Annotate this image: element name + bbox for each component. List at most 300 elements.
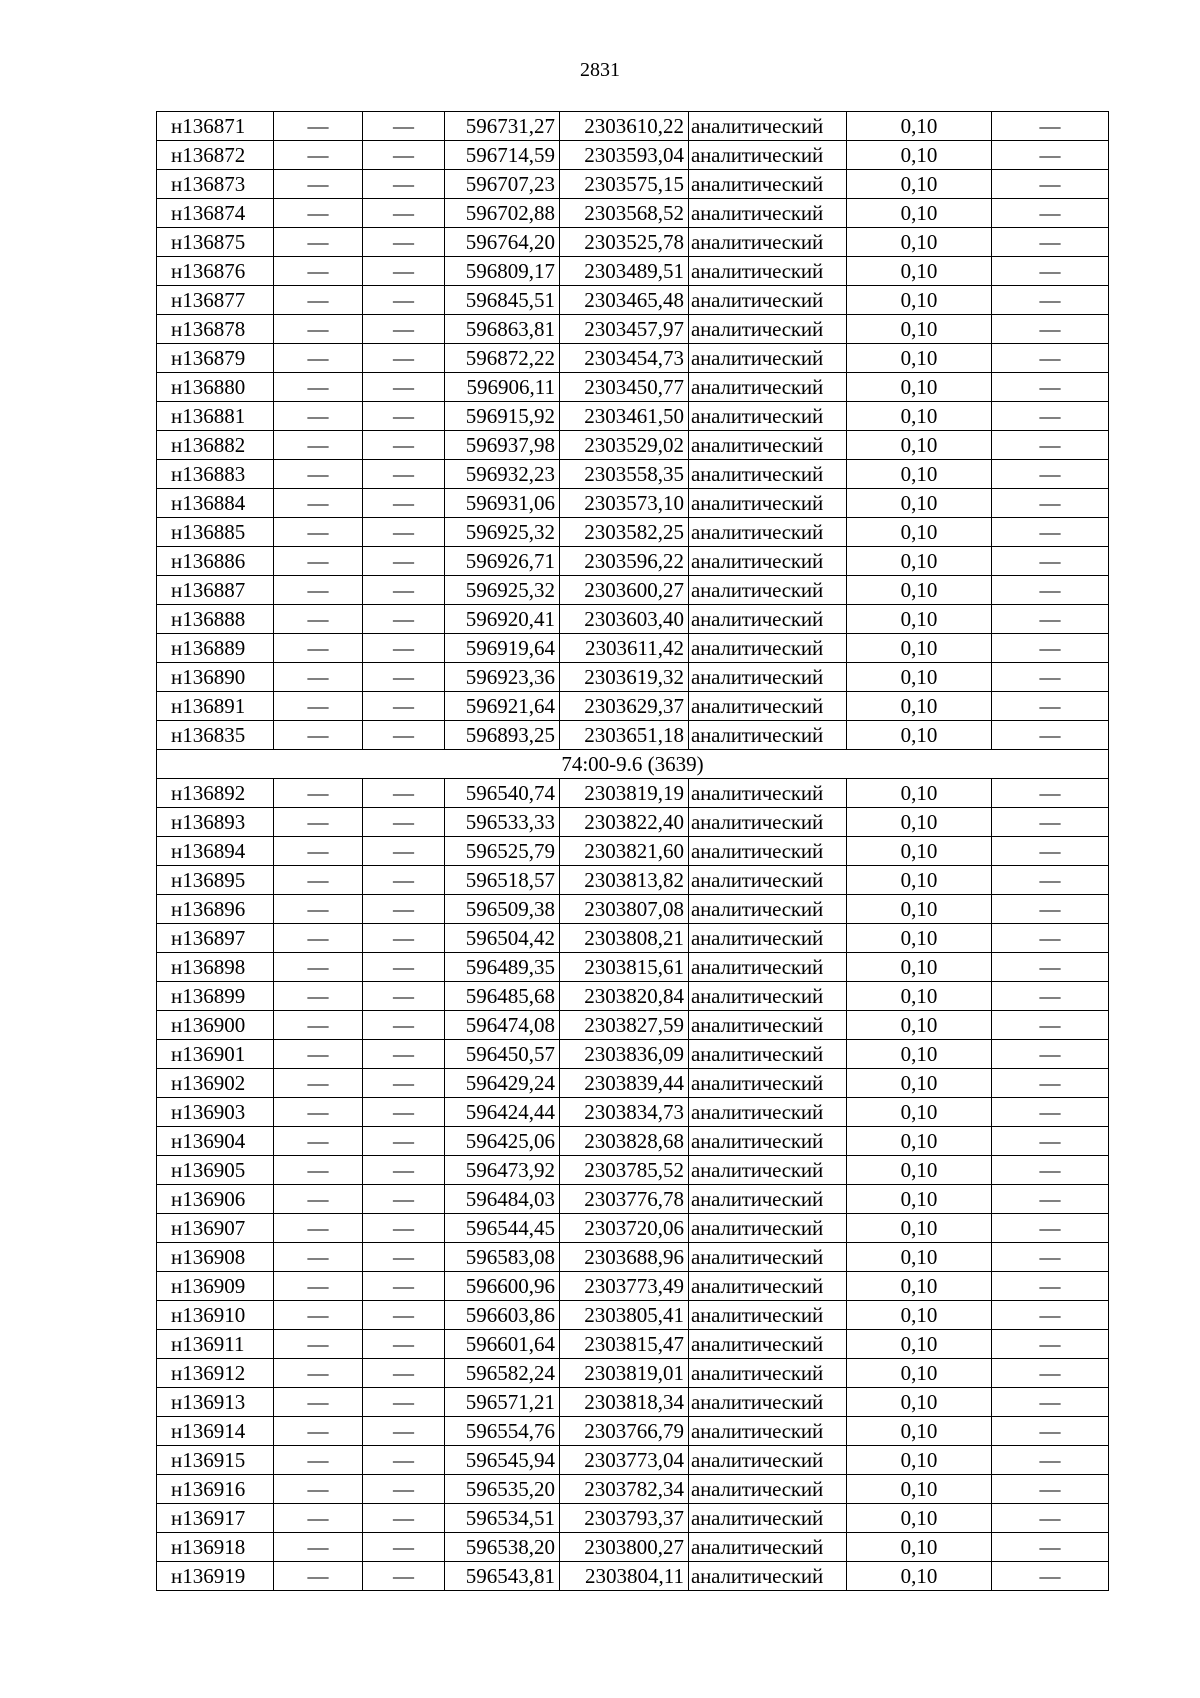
- table-row: [157, 1156, 1109, 1185]
- x-coordinate-cell: 596518,57: [445, 866, 560, 895]
- accuracy-cell: 0,10: [847, 1040, 992, 1069]
- empty-value-cell: —: [363, 489, 445, 518]
- y-coordinate-cell: 2303489,51: [560, 257, 689, 286]
- empty-value-cell: —: [363, 1359, 445, 1388]
- empty-value-cell: —: [992, 1417, 1109, 1446]
- empty-value-cell: —: [363, 1272, 445, 1301]
- point-name-cell: н136879: [157, 344, 274, 373]
- empty-value-cell: —: [992, 1301, 1109, 1330]
- method-cell: аналитический: [689, 286, 847, 315]
- table-row: [157, 257, 1109, 286]
- empty-value-cell: —: [274, 663, 363, 692]
- y-coordinate-cell: 2303827,59: [560, 1011, 689, 1040]
- point-name-cell: н136901: [157, 1040, 274, 1069]
- empty-value-cell: —: [992, 808, 1109, 837]
- empty-value-cell: —: [274, 808, 363, 837]
- x-coordinate-cell: 596509,38: [445, 895, 560, 924]
- x-coordinate-cell: 596474,08: [445, 1011, 560, 1040]
- empty-value-cell: —: [274, 141, 363, 170]
- empty-value-cell: —: [992, 1098, 1109, 1127]
- empty-value-cell: —: [992, 373, 1109, 402]
- empty-value-cell: —: [274, 489, 363, 518]
- empty-value-cell: —: [992, 518, 1109, 547]
- point-name-cell: н136889: [157, 634, 274, 663]
- empty-value-cell: —: [363, 953, 445, 982]
- y-coordinate-cell: 2303575,15: [560, 170, 689, 199]
- table-row: [157, 431, 1109, 460]
- point-name-cell: н136892: [157, 779, 274, 808]
- empty-value-cell: —: [363, 344, 445, 373]
- empty-value-cell: —: [274, 1156, 363, 1185]
- empty-value-cell: —: [992, 1272, 1109, 1301]
- x-coordinate-cell: 596543,81: [445, 1562, 560, 1591]
- empty-value-cell: —: [992, 692, 1109, 721]
- empty-value-cell: —: [274, 1127, 363, 1156]
- table-row: [157, 1562, 1109, 1591]
- x-coordinate-cell: 596893,25: [445, 721, 560, 750]
- x-coordinate-cell: 596863,81: [445, 315, 560, 344]
- accuracy-cell: 0,10: [847, 1562, 992, 1591]
- empty-value-cell: —: [274, 837, 363, 866]
- x-coordinate-cell: 596906,11: [445, 373, 560, 402]
- empty-value-cell: —: [992, 982, 1109, 1011]
- x-coordinate-cell: 596473,92: [445, 1156, 560, 1185]
- point-name-cell: н136886: [157, 547, 274, 576]
- empty-value-cell: —: [274, 1446, 363, 1475]
- y-coordinate-cell: 2303776,78: [560, 1185, 689, 1214]
- y-coordinate-cell: 2303773,49: [560, 1272, 689, 1301]
- accuracy-cell: 0,10: [847, 489, 992, 518]
- point-name-cell: н136877: [157, 286, 274, 315]
- point-name-cell: н136888: [157, 605, 274, 634]
- x-coordinate-cell: 596544,45: [445, 1214, 560, 1243]
- accuracy-cell: 0,10: [847, 460, 992, 489]
- empty-value-cell: —: [363, 1330, 445, 1359]
- x-coordinate-cell: 596923,36: [445, 663, 560, 692]
- point-name-cell: н136918: [157, 1533, 274, 1562]
- table-row: [157, 228, 1109, 257]
- table-row: [157, 866, 1109, 895]
- x-coordinate-cell: 596504,42: [445, 924, 560, 953]
- table-row: [157, 837, 1109, 866]
- empty-value-cell: —: [274, 1272, 363, 1301]
- empty-value-cell: —: [363, 1446, 445, 1475]
- x-coordinate-cell: 596450,57: [445, 1040, 560, 1069]
- point-name-cell: н136904: [157, 1127, 274, 1156]
- x-coordinate-cell: 596583,08: [445, 1243, 560, 1272]
- point-name-cell: н136883: [157, 460, 274, 489]
- accuracy-cell: 0,10: [847, 1011, 992, 1040]
- point-name-cell: н136900: [157, 1011, 274, 1040]
- point-name-cell: н136872: [157, 141, 274, 170]
- method-cell: аналитический: [689, 1272, 847, 1301]
- accuracy-cell: 0,10: [847, 721, 992, 750]
- empty-value-cell: —: [992, 924, 1109, 953]
- empty-value-cell: —: [363, 924, 445, 953]
- x-coordinate-cell: 596538,20: [445, 1533, 560, 1562]
- x-coordinate-cell: 596921,64: [445, 692, 560, 721]
- point-name-cell: н136880: [157, 373, 274, 402]
- empty-value-cell: —: [363, 228, 445, 257]
- y-coordinate-cell: 2303813,82: [560, 866, 689, 895]
- point-name-cell: н136911: [157, 1330, 274, 1359]
- y-coordinate-cell: 2303596,22: [560, 547, 689, 576]
- empty-value-cell: —: [992, 489, 1109, 518]
- empty-value-cell: —: [274, 199, 363, 228]
- method-cell: аналитический: [689, 1069, 847, 1098]
- empty-value-cell: —: [363, 141, 445, 170]
- table-row: [157, 1069, 1109, 1098]
- empty-value-cell: —: [274, 895, 363, 924]
- table-row: [157, 518, 1109, 547]
- empty-value-cell: —: [992, 1127, 1109, 1156]
- x-coordinate-cell: 596872,22: [445, 344, 560, 373]
- accuracy-cell: 0,10: [847, 982, 992, 1011]
- method-cell: аналитический: [689, 518, 847, 547]
- method-cell: аналитический: [689, 1417, 847, 1446]
- x-coordinate-cell: 596535,20: [445, 1475, 560, 1504]
- method-cell: аналитический: [689, 1475, 847, 1504]
- empty-value-cell: —: [992, 1475, 1109, 1504]
- method-cell: аналитический: [689, 1011, 847, 1040]
- empty-value-cell: —: [274, 402, 363, 431]
- empty-value-cell: —: [274, 1359, 363, 1388]
- x-coordinate-cell: 596485,68: [445, 982, 560, 1011]
- empty-value-cell: —: [363, 634, 445, 663]
- empty-value-cell: —: [363, 199, 445, 228]
- y-coordinate-cell: 2303773,04: [560, 1446, 689, 1475]
- empty-value-cell: —: [274, 1011, 363, 1040]
- empty-value-cell: —: [274, 460, 363, 489]
- empty-value-cell: —: [274, 1504, 363, 1533]
- y-coordinate-cell: 2303603,40: [560, 605, 689, 634]
- y-coordinate-cell: 2303836,09: [560, 1040, 689, 1069]
- x-coordinate-cell: 596425,06: [445, 1127, 560, 1156]
- accuracy-cell: 0,10: [847, 663, 992, 692]
- table-row: [157, 1417, 1109, 1446]
- y-coordinate-cell: 2303558,35: [560, 460, 689, 489]
- empty-value-cell: —: [992, 1562, 1109, 1591]
- empty-value-cell: —: [992, 141, 1109, 170]
- accuracy-cell: 0,10: [847, 1243, 992, 1272]
- x-coordinate-cell: 596937,98: [445, 431, 560, 460]
- point-name-cell: н136902: [157, 1069, 274, 1098]
- x-coordinate-cell: 596925,32: [445, 518, 560, 547]
- method-cell: аналитический: [689, 953, 847, 982]
- table-row: [157, 1214, 1109, 1243]
- method-cell: аналитический: [689, 1330, 847, 1359]
- table-row: [157, 1185, 1109, 1214]
- table-row: [157, 721, 1109, 750]
- empty-value-cell: —: [363, 286, 445, 315]
- empty-value-cell: —: [363, 1040, 445, 1069]
- x-coordinate-cell: 596424,44: [445, 1098, 560, 1127]
- y-coordinate-cell: 2303822,40: [560, 808, 689, 837]
- x-coordinate-cell: 596545,94: [445, 1446, 560, 1475]
- empty-value-cell: —: [992, 663, 1109, 692]
- x-coordinate-cell: 596931,06: [445, 489, 560, 518]
- empty-value-cell: —: [363, 808, 445, 837]
- empty-value-cell: —: [274, 1069, 363, 1098]
- x-coordinate-cell: 596489,35: [445, 953, 560, 982]
- accuracy-cell: 0,10: [847, 1388, 992, 1417]
- method-cell: аналитический: [689, 779, 847, 808]
- table-row: [157, 489, 1109, 518]
- page-number: 2831: [580, 59, 620, 81]
- empty-value-cell: —: [363, 1504, 445, 1533]
- empty-value-cell: —: [274, 373, 363, 402]
- empty-value-cell: —: [992, 170, 1109, 199]
- y-coordinate-cell: 2303593,04: [560, 141, 689, 170]
- empty-value-cell: —: [363, 1243, 445, 1272]
- point-name-cell: н136881: [157, 402, 274, 431]
- method-cell: аналитический: [689, 1533, 847, 1562]
- empty-value-cell: —: [274, 1475, 363, 1504]
- point-name-cell: н136835: [157, 721, 274, 750]
- y-coordinate-cell: 2303766,79: [560, 1417, 689, 1446]
- accuracy-cell: 0,10: [847, 895, 992, 924]
- empty-value-cell: —: [363, 1098, 445, 1127]
- empty-value-cell: —: [992, 402, 1109, 431]
- point-name-cell: н136890: [157, 663, 274, 692]
- y-coordinate-cell: 2303568,52: [560, 199, 689, 228]
- point-name-cell: н136894: [157, 837, 274, 866]
- point-name-cell: н136914: [157, 1417, 274, 1446]
- empty-value-cell: —: [992, 1040, 1109, 1069]
- empty-value-cell: —: [363, 1533, 445, 1562]
- y-coordinate-cell: 2303461,50: [560, 402, 689, 431]
- x-coordinate-cell: 596919,64: [445, 634, 560, 663]
- empty-value-cell: —: [992, 344, 1109, 373]
- method-cell: аналитический: [689, 460, 847, 489]
- accuracy-cell: 0,10: [847, 837, 992, 866]
- empty-value-cell: —: [274, 112, 363, 141]
- section-header-cell: 74:00-9.6 (3639): [157, 750, 1109, 779]
- accuracy-cell: 0,10: [847, 1359, 992, 1388]
- y-coordinate-cell: 2303785,52: [560, 1156, 689, 1185]
- table-row: [157, 1504, 1109, 1533]
- table-row: [157, 1098, 1109, 1127]
- x-coordinate-cell: 596932,23: [445, 460, 560, 489]
- accuracy-cell: 0,10: [847, 1127, 992, 1156]
- empty-value-cell: —: [992, 1533, 1109, 1562]
- method-cell: аналитический: [689, 1388, 847, 1417]
- point-name-cell: н136896: [157, 895, 274, 924]
- y-coordinate-cell: 2303815,47: [560, 1330, 689, 1359]
- table-row: [157, 953, 1109, 982]
- method-cell: аналитический: [689, 431, 847, 460]
- accuracy-cell: 0,10: [847, 315, 992, 344]
- table-row: [157, 112, 1109, 141]
- table-row: [157, 1301, 1109, 1330]
- empty-value-cell: —: [274, 576, 363, 605]
- method-cell: аналитический: [689, 663, 847, 692]
- coordinates-table: [156, 111, 1109, 1591]
- table-row: [157, 1388, 1109, 1417]
- empty-value-cell: —: [992, 1185, 1109, 1214]
- empty-value-cell: —: [274, 692, 363, 721]
- empty-value-cell: —: [992, 315, 1109, 344]
- coordinates-table-body: [157, 112, 1109, 1591]
- point-name-cell: н136909: [157, 1272, 274, 1301]
- accuracy-cell: 0,10: [847, 1069, 992, 1098]
- empty-value-cell: —: [363, 1388, 445, 1417]
- y-coordinate-cell: 2303821,60: [560, 837, 689, 866]
- y-coordinate-cell: 2303782,34: [560, 1475, 689, 1504]
- y-coordinate-cell: 2303454,73: [560, 344, 689, 373]
- accuracy-cell: 0,10: [847, 547, 992, 576]
- empty-value-cell: —: [363, 547, 445, 576]
- y-coordinate-cell: 2303720,06: [560, 1214, 689, 1243]
- point-name-cell: н136910: [157, 1301, 274, 1330]
- method-cell: аналитический: [689, 634, 847, 663]
- accuracy-cell: 0,10: [847, 1330, 992, 1359]
- y-coordinate-cell: 2303465,48: [560, 286, 689, 315]
- accuracy-cell: 0,10: [847, 112, 992, 141]
- point-name-cell: н136876: [157, 257, 274, 286]
- table-row: [157, 895, 1109, 924]
- method-cell: аналитический: [689, 1127, 847, 1156]
- method-cell: аналитический: [689, 924, 847, 953]
- accuracy-cell: 0,10: [847, 692, 992, 721]
- x-coordinate-cell: 596925,32: [445, 576, 560, 605]
- empty-value-cell: —: [992, 866, 1109, 895]
- empty-value-cell: —: [363, 895, 445, 924]
- accuracy-cell: 0,10: [847, 866, 992, 895]
- accuracy-cell: 0,10: [847, 344, 992, 373]
- x-coordinate-cell: 596920,41: [445, 605, 560, 634]
- empty-value-cell: —: [363, 866, 445, 895]
- empty-value-cell: —: [992, 895, 1109, 924]
- empty-value-cell: —: [363, 257, 445, 286]
- point-name-cell: н136884: [157, 489, 274, 518]
- accuracy-cell: 0,10: [847, 1504, 992, 1533]
- y-coordinate-cell: 2303819,01: [560, 1359, 689, 1388]
- x-coordinate-cell: 596702,88: [445, 199, 560, 228]
- empty-value-cell: —: [363, 373, 445, 402]
- x-coordinate-cell: 596533,33: [445, 808, 560, 837]
- x-coordinate-cell: 596707,23: [445, 170, 560, 199]
- accuracy-cell: 0,10: [847, 286, 992, 315]
- table-row: [157, 1533, 1109, 1562]
- accuracy-cell: 0,10: [847, 953, 992, 982]
- x-coordinate-cell: 596764,20: [445, 228, 560, 257]
- table-row: [157, 1330, 1109, 1359]
- y-coordinate-cell: 2303820,84: [560, 982, 689, 1011]
- table-row: [157, 1359, 1109, 1388]
- accuracy-cell: 0,10: [847, 605, 992, 634]
- x-coordinate-cell: 596600,96: [445, 1272, 560, 1301]
- point-name-cell: н136899: [157, 982, 274, 1011]
- method-cell: аналитический: [689, 1185, 847, 1214]
- empty-value-cell: —: [992, 1069, 1109, 1098]
- y-coordinate-cell: 2303819,19: [560, 779, 689, 808]
- empty-value-cell: —: [363, 1011, 445, 1040]
- empty-value-cell: —: [992, 837, 1109, 866]
- empty-value-cell: —: [274, 228, 363, 257]
- accuracy-cell: 0,10: [847, 141, 992, 170]
- point-name-cell: н136895: [157, 866, 274, 895]
- point-name-cell: н136874: [157, 199, 274, 228]
- table-row: [157, 605, 1109, 634]
- empty-value-cell: —: [274, 1098, 363, 1127]
- y-coordinate-cell: 2303839,44: [560, 1069, 689, 1098]
- empty-value-cell: —: [274, 1330, 363, 1359]
- x-coordinate-cell: 596582,24: [445, 1359, 560, 1388]
- empty-value-cell: —: [363, 576, 445, 605]
- table-row: [157, 1272, 1109, 1301]
- table-row: [157, 692, 1109, 721]
- y-coordinate-cell: 2303834,73: [560, 1098, 689, 1127]
- empty-value-cell: —: [992, 1243, 1109, 1272]
- table-row: [157, 1127, 1109, 1156]
- empty-value-cell: —: [363, 1417, 445, 1446]
- method-cell: аналитический: [689, 373, 847, 402]
- method-cell: аналитический: [689, 402, 847, 431]
- empty-value-cell: —: [274, 547, 363, 576]
- empty-value-cell: —: [274, 1185, 363, 1214]
- accuracy-cell: 0,10: [847, 1417, 992, 1446]
- point-name-cell: н136878: [157, 315, 274, 344]
- y-coordinate-cell: 2303808,21: [560, 924, 689, 953]
- accuracy-cell: 0,10: [847, 228, 992, 257]
- point-name-cell: н136885: [157, 518, 274, 547]
- accuracy-cell: 0,10: [847, 1272, 992, 1301]
- empty-value-cell: —: [274, 721, 363, 750]
- accuracy-cell: 0,10: [847, 1301, 992, 1330]
- empty-value-cell: —: [992, 460, 1109, 489]
- table-row: [157, 663, 1109, 692]
- x-coordinate-cell: 596540,74: [445, 779, 560, 808]
- table-row: [157, 315, 1109, 344]
- empty-value-cell: —: [363, 170, 445, 199]
- empty-value-cell: —: [274, 286, 363, 315]
- y-coordinate-cell: 2303450,77: [560, 373, 689, 402]
- table-row: [157, 924, 1109, 953]
- accuracy-cell: 0,10: [847, 1475, 992, 1504]
- y-coordinate-cell: 2303804,11: [560, 1562, 689, 1591]
- method-cell: аналитический: [689, 605, 847, 634]
- table-row: [157, 1446, 1109, 1475]
- table-row: [157, 1243, 1109, 1272]
- method-cell: аналитический: [689, 1156, 847, 1185]
- point-name-cell: н136882: [157, 431, 274, 460]
- x-coordinate-cell: 596484,03: [445, 1185, 560, 1214]
- method-cell: аналитический: [689, 692, 847, 721]
- accuracy-cell: 0,10: [847, 779, 992, 808]
- method-cell: аналитический: [689, 489, 847, 518]
- point-name-cell: н136875: [157, 228, 274, 257]
- method-cell: аналитический: [689, 1098, 847, 1127]
- method-cell: аналитический: [689, 112, 847, 141]
- empty-value-cell: —: [992, 112, 1109, 141]
- empty-value-cell: —: [363, 663, 445, 692]
- x-coordinate-cell: 596731,27: [445, 112, 560, 141]
- method-cell: аналитический: [689, 808, 847, 837]
- empty-value-cell: —: [363, 460, 445, 489]
- y-coordinate-cell: 2303457,97: [560, 315, 689, 344]
- accuracy-cell: 0,10: [847, 1098, 992, 1127]
- empty-value-cell: —: [274, 634, 363, 663]
- empty-value-cell: —: [274, 1417, 363, 1446]
- empty-value-cell: —: [992, 953, 1109, 982]
- point-name-cell: н136891: [157, 692, 274, 721]
- empty-value-cell: —: [992, 634, 1109, 663]
- method-cell: аналитический: [689, 228, 847, 257]
- empty-value-cell: —: [992, 1388, 1109, 1417]
- x-coordinate-cell: 596601,64: [445, 1330, 560, 1359]
- method-cell: аналитический: [689, 315, 847, 344]
